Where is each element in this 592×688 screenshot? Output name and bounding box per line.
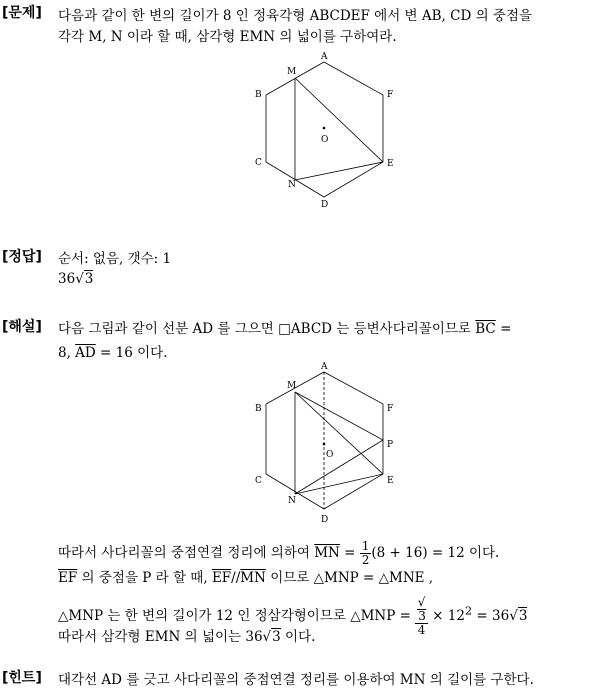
center-point [323, 127, 326, 130]
label-n: N [288, 496, 296, 506]
hint-tag: [힌트] [2, 670, 42, 686]
segment-ne [295, 162, 383, 180]
label-m: M [287, 381, 297, 391]
label-e: E [387, 159, 394, 169]
label-o: O [321, 135, 329, 145]
center-point [323, 443, 326, 446]
label-a: A [321, 362, 328, 372]
hexagon-outline [266, 62, 383, 197]
hint-text: 대각선 AD 를 긋고 사다리꼴의 중점연결 정리를 이용하여 MN 의 길이를 구한다. [58, 672, 534, 688]
hexagon-outline [266, 372, 383, 509]
solution-line-5: △MNP 는 한 변의 길이가 12 인 정삼각형이므로 △MNP = √ 3 4 × $12^2 = 36√3$ [58, 595, 528, 637]
fraction-one-half: $\frac{1}{2}$ [361, 539, 370, 567]
solution-line-6: 따라서 삼각형 EMN 의 넓이는 36√3 이다. [58, 629, 316, 645]
fraction-root3-over-4: √ 3 4 [415, 596, 428, 637]
segment-me [295, 78, 383, 162]
label-e: E [387, 476, 394, 486]
label-o: O [326, 450, 334, 460]
label-f: F [387, 90, 394, 100]
label-n: N [288, 180, 296, 190]
solution-line-3: 따라서 사다리꼴의 중점연결 정리에 의하여 $\overline{MN}$ = $\frac{1}{2}$ (8 + 16) = 12 이다. [58, 539, 500, 567]
problem-tag: [문제] [2, 5, 42, 21]
label-m: M [287, 67, 297, 77]
label-d: D [321, 200, 329, 210]
problem-line-1: 다음과 같이 한 변의 길이가 8 인 정육각형 ABCDEF 에서 변 AB, CD 의 중점을 [58, 8, 533, 24]
answer-tag: [정답] [2, 249, 42, 265]
label-b: B [255, 90, 262, 100]
label-d: D [321, 515, 329, 525]
segment-np [295, 440, 383, 494]
label-f: F [387, 404, 394, 414]
answer-line-1: 순서: 없음, 갯수: 1 [58, 251, 172, 267]
problem-line-2: 각각 M, N 이라 할 때, 삼각형 EMN 의 넓이를 구하여라. [58, 29, 397, 45]
label-c: C [255, 476, 262, 486]
solution-line-2: 8, $\overline{AD} = 16$ 이다. [58, 345, 168, 361]
segment-ne [295, 474, 383, 494]
label-p: P [387, 440, 394, 450]
hexagon-figure-2 [250, 360, 410, 525]
label-b: B [255, 404, 262, 414]
label-c: C [255, 158, 262, 168]
solution-tag: [해설] [2, 319, 42, 335]
hexagon-figure-1 [250, 52, 410, 212]
solution-line-1: 다음 그림과 같이 선분 AD 를 그으면 □ABCD 는 등변사다리꼴이므로 $\overline{BC}$ = [58, 321, 512, 337]
label-a: A [321, 52, 328, 62]
answer-value: 36√3 [58, 271, 94, 287]
solution-line-4: $\overline{EF}$ 의 중점을 P 라 할 때, $\overline{EF}//\overline{MN}$ 이므로 △MNP = △MNE , [58, 570, 434, 586]
